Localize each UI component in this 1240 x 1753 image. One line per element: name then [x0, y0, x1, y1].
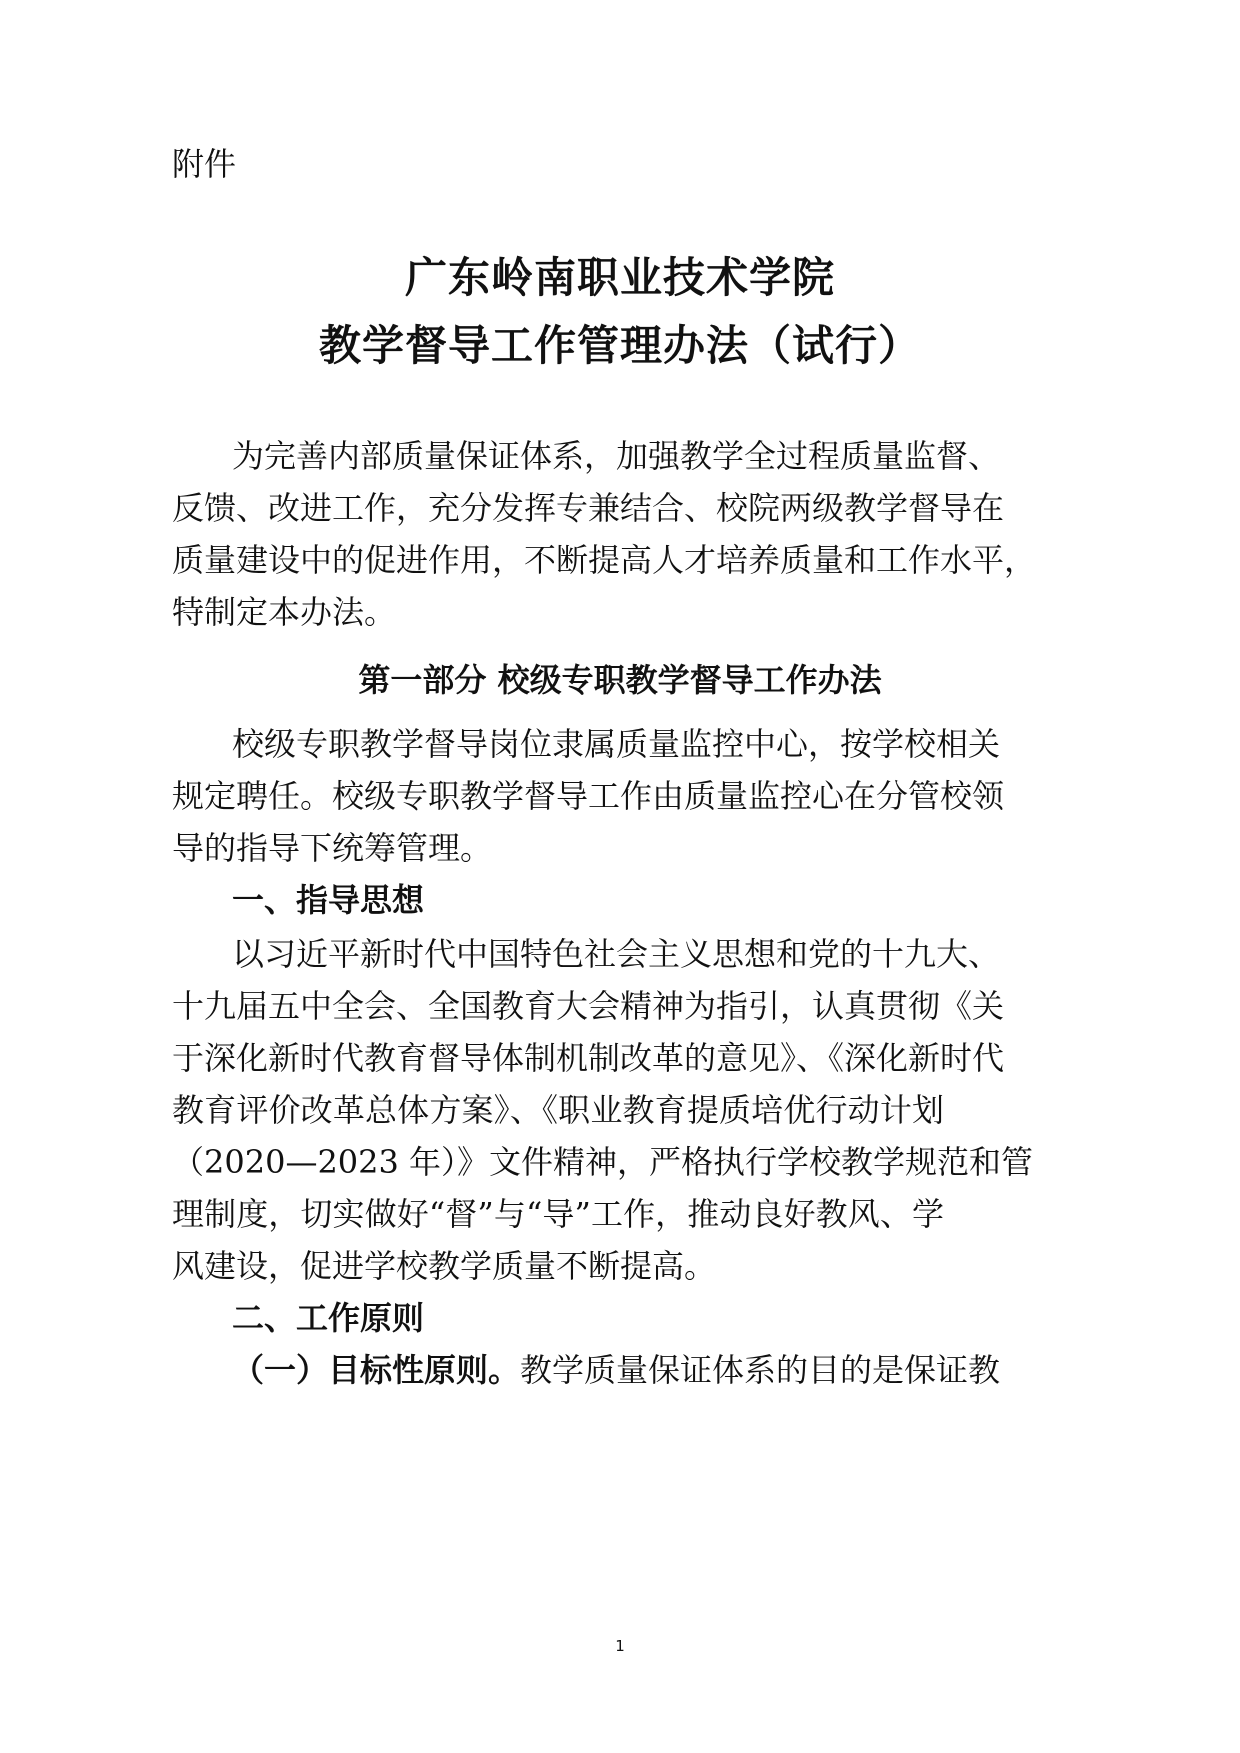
- section1-line-2: 十九届五中全会、全国教育大会精神为指引，认真贯彻《关: [172, 987, 1005, 1025]
- section2-item1: [232, 1350, 1001, 1390]
- section1-line-6: 理制度，切实做好“督”与“导”工作，推动良好教风、学: [172, 1195, 944, 1233]
- item1-text: 教学质量保证体系的目的是保证教: [520, 1351, 1001, 1389]
- section1-line-1: 以习近平新时代中国特色社会主义思想和党的十九大、: [232, 935, 1001, 973]
- document-title-line2: 教学督导工作管理办法（试行）: [318, 321, 921, 370]
- section1-line-7: 风建设，促进学校教学质量不断提高。: [172, 1247, 717, 1285]
- intro-line-2: 反馈、改进工作，充分发挥专兼结合、校院两级教学督导在: [172, 489, 1005, 527]
- section1-line-4: 教育评价改革总体方案》、《职业教育提质培优行动计划: [172, 1091, 944, 1129]
- intro-line-1: 为完善内部质量保证体系，加强教学全过程质量监督、: [232, 437, 1001, 475]
- part1-line-3: 导的指导下统筹管理。: [172, 829, 493, 867]
- section1-line-3: 于深化新时代教育督导体制机制改革的意见》、《深化新时代: [172, 1039, 1005, 1077]
- intro-line-4: 特制定本办法。: [172, 593, 397, 631]
- section2-heading: 二、工作原则: [232, 1299, 425, 1337]
- part1-line-2: 规定聘任。校级专职教学督导工作由质量监控心在分管校领: [172, 777, 1005, 815]
- document-title-line1: 广东岭南职业技术学院: [404, 253, 835, 302]
- page-number: 1: [615, 1637, 625, 1655]
- part1-line-1: 校级专职教学督导岗位隶属质量监控中心，按学校相关: [232, 725, 1001, 763]
- attachment-label: 附件: [172, 145, 237, 183]
- item1-label: （一）目标性原则。: [232, 1351, 521, 1389]
- section1-line-5: （2020—2023 年）》文件精神，严格执行学校教学规范和管: [172, 1143, 1034, 1181]
- section1-heading: 一、指导思想: [232, 881, 425, 919]
- intro-line-3: 质量建设中的促进作用，不断提高人才培养质量和工作水平，: [172, 541, 1037, 579]
- part1-heading: 第一部分 校级专职教学督导工作办法: [358, 661, 882, 699]
